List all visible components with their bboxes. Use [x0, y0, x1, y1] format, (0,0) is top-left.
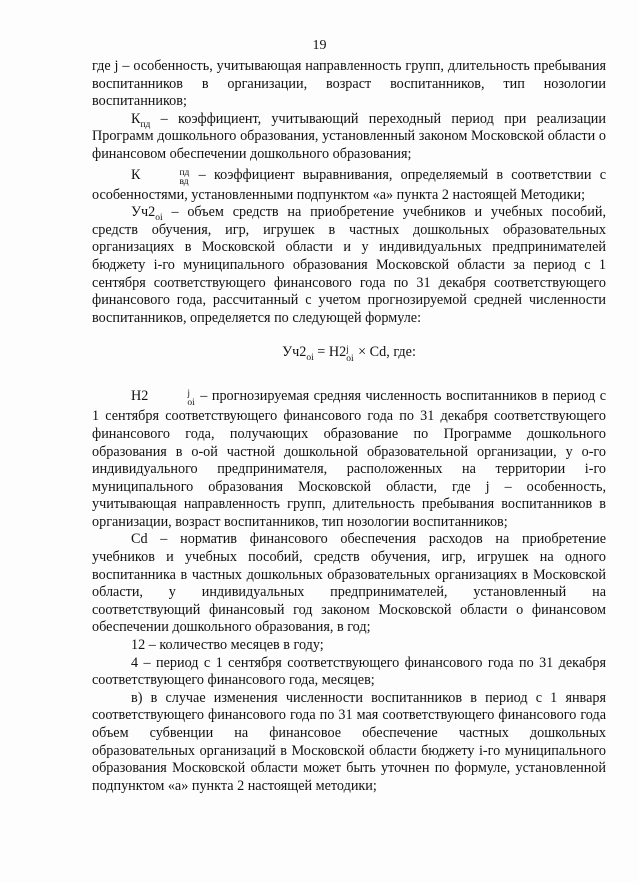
paragraph-k-vd: К пд вд – коэффициент выравнивания, определяемый в соответствии с особенностями, установленными подпунктом «а» пункта 2 настоящей Методики; — [92, 166, 606, 203]
paragraph-v-subvention: в) в случае изменения численности воспитанников в период с 1 января соответствующего финансового года по 31 мая соответствующего финансового года объем субвенции на финансовое обеспечение частных дошкольных образовательных организаций в Московской области бюджету i-го муниципального образования Московской области может быть уточнен по формуле, установленной подпунктом «а» пункта 2 настоящей методики; — [92, 689, 606, 794]
paragraph-n2: Н2 j oi – прогнозируемая средняя численность воспитанников в период с 1 сентября соответствующего финансового года по 31 декабря соответствующего финансового года, получающих образование по Программе дошкольного образования в o-ой частной дошкольной образовательной организации, у o-го индивидуального предпринимателя, расположенных на территории i-го муниципального образования Московской области, где j – особенность, учитывающая направленность групп, длительность пребывания воспитанников в организации, возраст воспитанников, тип нозологии воспитанников; — [92, 388, 606, 530]
k-pd-symbol: $К_{пд}$ — [131, 110, 151, 130]
paragraph-cd: Cd – норматив финансового обеспечения расходов на приобретение учебников и учебных пособий, средств обучения, игр, игрушек на одного воспитанника в частных дошкольных образовательных организациях в Московской области, у индивидуальных предпринимателей, установленный на соответствующий финансовый год законом Московской области о финансовом обеспечении дошкольного образования, в год; — [92, 531, 606, 636]
document-body — [92, 58, 606, 795]
formula-uch2: $Уч2_{oi} = Н2$ j oi × Cd, где: — [282, 344, 416, 365]
paragraph-uch2: $Уч2_{oi}$ – объем средств на приобретение учебников и учебных пособий, средств обучения, игр, игрушек в частных дошкольных образовательных организациях в Московской области и у индивидуальных предпринимателей бюджету i-го муниципального образования Московской области за период с 1 сентября соответствующего финансового года по 31 декабря соответствующего финансового года, рассчитанный с учетом прогнозируемой средней численности воспитанников, определяется по следующей формуле: — [92, 204, 606, 326]
uch2-symbol: $Уч2_{oi}$ — [131, 204, 163, 223]
n2-symbol: Н2 j oi — [131, 388, 195, 409]
paragraph-4-period: 4 – период с 1 сентября соответствующего финансового года по 31 декабря соответствующего финансового года, месяцев; — [92, 654, 606, 689]
paragraph-j-definition: где j – особенность, учитывающая направленность групп, длительность пребывания воспитанников в организации, возраст воспитанников, тип нозологии воспитанников; — [92, 58, 606, 110]
page-number: 19 — [312, 38, 327, 53]
paragraph-12-months: 12 – количество месяцев в году; — [131, 637, 324, 654]
k-vd-symbol: К пд вд — [131, 166, 190, 187]
paragraph-k-pd: $К_{пд}$ – коэффициент, учитывающий переходный период при реализации Программ дошкольного образования, установленный законом Московской области о финансовом обеспечении дошкольного образования; — [92, 110, 606, 162]
